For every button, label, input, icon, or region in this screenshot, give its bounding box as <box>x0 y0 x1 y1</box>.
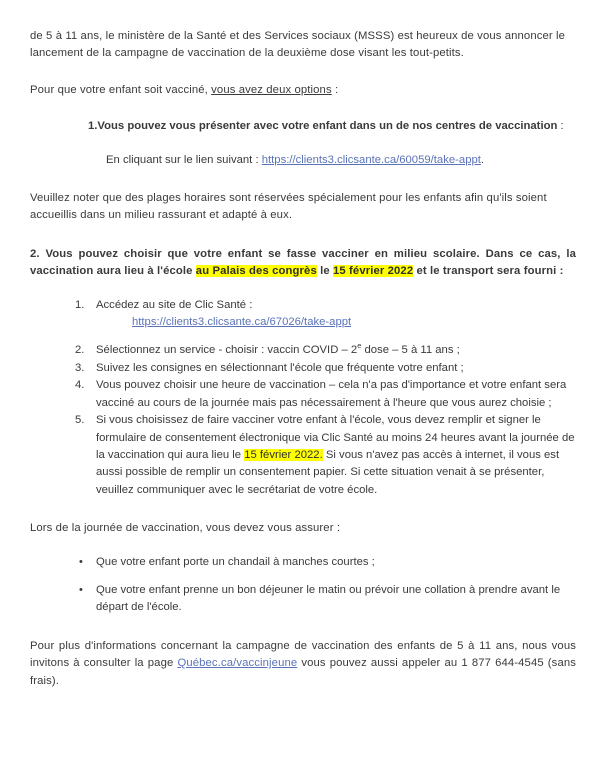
option-1-note: Veuillez noter que des plages horaires sont réservées spécialement pour les enfants afin qu'ils soient accueillis dans un milieu rassurant et adapté à eux. <box>30 192 547 222</box>
bullet-icon: • <box>79 583 83 596</box>
step-text-before-superscript: Sélectionnez un service - choisir : vaccin COVID – 2 <box>96 344 358 357</box>
option-2-tail-text: et le transport sera fourni : <box>413 265 564 278</box>
option-1-heading-bold: 1.Vous pouvez vous présenter avec votre enfant dans un de nos centres de vaccination <box>88 120 558 133</box>
list-spacer <box>30 331 576 342</box>
step-text: Suivez les consignes en sélectionnant l'école que fréquente votre enfant ; <box>96 361 464 374</box>
footer-text-before-link: Pour plus d'informations concernant la campagne de vaccination des enfants de 5 à 11 ans, nous vous invitons à consulter la page <box>30 639 576 670</box>
highlight-date-2: 15 février 2022. <box>244 448 323 461</box>
step-number: 3. <box>75 361 85 374</box>
list-item <box>30 582 576 617</box>
spacer <box>30 617 576 638</box>
spacer <box>30 63 576 82</box>
spacer <box>30 169 576 190</box>
spacer <box>30 225 576 246</box>
spacer <box>30 499 576 520</box>
bullet-text: Que votre enfant prenne un bon déjeuner le matin ou prévoir une collation à prendre avant le départ de l'école. <box>96 583 561 614</box>
highlight-date-1: 15 février 2022 <box>333 265 414 278</box>
step-number: 5. <box>75 414 85 427</box>
step-text-after-superscript: dose – 5 à 11 ans ; <box>361 344 460 357</box>
footer-text-after-link: vous pouvez aussi appeler au 1 877 644-4545 (sans frais). <box>30 657 576 687</box>
bullet-text: Que votre enfant porte un chandail à manches courtes ; <box>96 555 375 568</box>
option-1-link-line <box>30 152 576 169</box>
list-item <box>30 377 576 412</box>
clicsante-60059-link[interactable]: https://clients3.clicsante.ca/60059/take-appt <box>261 153 481 166</box>
quebec-vaccinjeune-link[interactable]: Québec.ca/vaccinjeune <box>177 657 298 670</box>
two-options-underlined-text: vous avez deux options <box>211 83 332 96</box>
option-2-mid-text: le <box>316 265 333 278</box>
spacer <box>30 99 576 118</box>
spacer <box>30 136 576 152</box>
step-text: Accédez au site de Clic Santé : <box>96 298 253 311</box>
option-1-heading <box>30 118 576 135</box>
step-number: 1. <box>75 298 85 311</box>
step-text: Vous pouvez choisir une heure de vaccination – cela n'a pas d'importance et votre enfant sera vacciné au cours de la journée mais pas nécessairement à l'heure que vous aurez choisie ; <box>96 379 567 409</box>
step-number: 2. <box>75 344 85 357</box>
list-item <box>30 342 576 359</box>
list-item <box>30 297 576 332</box>
intro-paragraph-2-prefix: Pour que votre enfant soit vacciné, <box>30 83 212 96</box>
step-text-before-highlight: Si vous choisissez de faire vacciner votre enfant à l'école, vous devez remplir et signer le formulaire de consentement électronique via Clic Santé au moins 24 heures avant la journée de la vaccination qui aura lieu le <box>96 414 575 461</box>
option-2-steps-list <box>30 297 576 499</box>
list-item <box>30 360 576 377</box>
option-2-lead-text: 2. Vous pouvez choisir que votre enfant se fasse vacciner en milieu scolaire. Dans ce cas, la vaccination aura lieu à l'école <box>30 247 576 278</box>
clicsante-67026-link[interactable]: https://clients3.clicsante.ca/67026/take-appt <box>132 316 352 329</box>
intro-paragraph-2 <box>30 82 576 99</box>
ordinal-superscript: e <box>357 341 362 351</box>
intro-paragraph-1: de 5 à 11 ans, le ministère de la Santé et des Services sociaux (MSSS) est heureux de vous annoncer le lancement de la campagne de vaccination de la deuxième dose visant les tout-petits. <box>30 30 566 60</box>
bullet-icon: • <box>79 555 83 568</box>
footer-paragraph <box>30 638 576 690</box>
intro-paragraph-2-suffix: : <box>331 83 339 96</box>
vaccination-day-intro: Lors de la journée de vaccination, vous devez vous assurer : <box>30 522 341 535</box>
option-2-lead-paragraph <box>30 246 576 281</box>
step-text-after-highlight: Si vous n'avez pas accès à internet, il vous est aussi possible de remplir un consentement papier. Si cette situation venait à se présenter, veuillez communiquer avec le secrétariat de votre école. <box>96 448 560 496</box>
vaccination-day-list <box>30 554 576 617</box>
list-item <box>30 554 576 571</box>
option-1-heading-tail: : <box>557 120 564 133</box>
list-item <box>30 412 576 499</box>
spacer <box>30 281 576 297</box>
option-1-link-lead: En cliquant sur le lien suivant : <box>106 153 262 166</box>
spacer <box>30 538 576 554</box>
highlight-venue: au Palais des congrès <box>195 265 317 278</box>
option-1-link-tail: . <box>480 153 485 166</box>
list-spacer <box>30 571 576 582</box>
step-number: 4. <box>75 379 85 392</box>
